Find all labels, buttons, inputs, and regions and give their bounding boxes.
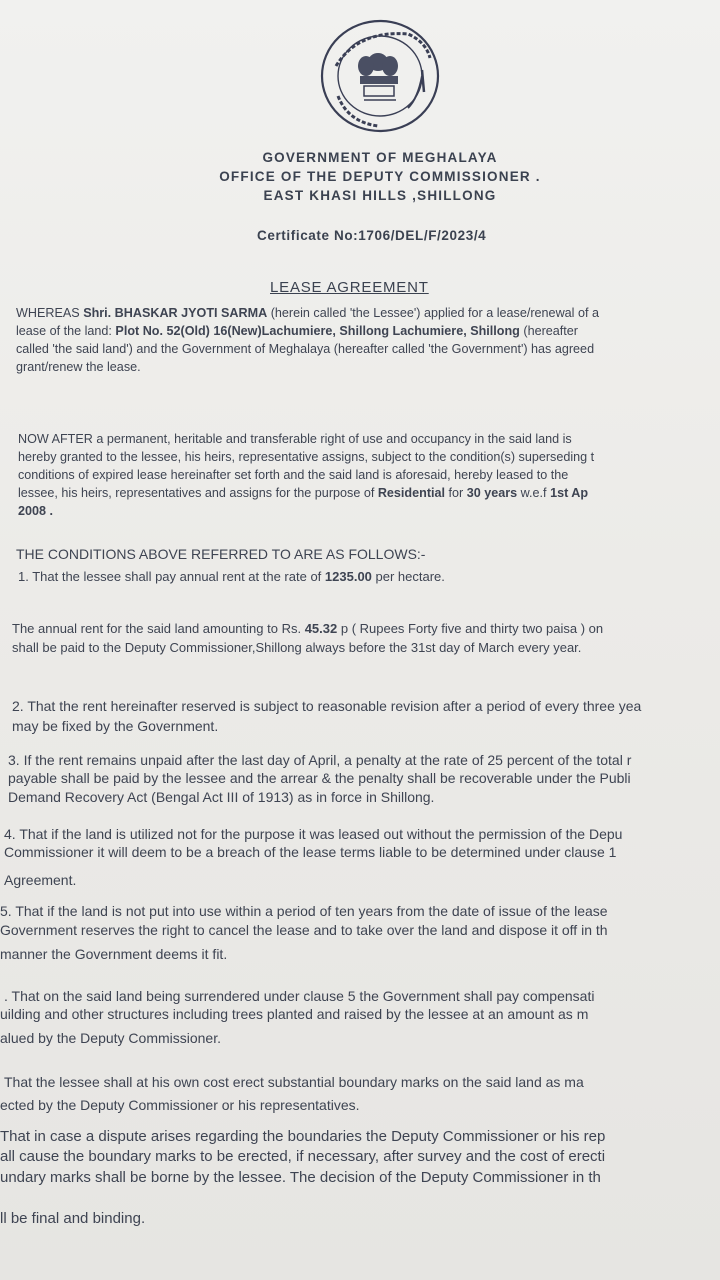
deputy-commissioner-seal-icon [318, 18, 442, 136]
condition-4-line-3: Agreement. [4, 872, 77, 888]
now-after-line-2: hereby granted to the lessee, his heirs, representative assigns, subject to the condition(s) superseding t [18, 450, 595, 464]
condition-5-line-2: Government reserves the right to cancel the lease and to take over the land and dispose it off in th [0, 922, 608, 938]
condition-6-line-1: . That on the said land being surrendered under clause 5 the Government shall pay compensati [4, 988, 595, 1004]
whereas-line-2: lease of the land: Plot No. 52(Old) 16(New)Lachumiere, Shillong Lachumiere, Shillong (hereafter [16, 324, 578, 338]
condition-7-line-2: ected by the Deputy Commissioner or his representatives. [0, 1097, 360, 1113]
certificate-number: Certificate No:1706/DEL/F/2023/4 [257, 228, 487, 243]
condition-8-line-2: all cause the boundary marks to be erected, if necessary, after survey and the cost of erecti [0, 1148, 606, 1165]
now-after-line-3: conditions of expired lease hereinafter set forth and the said land is aforesaid, hereby leased to the [18, 468, 569, 482]
condition-4-line-2: Commissioner it will deem to be a breach of the lease terms liable to be determined under clause 1 [4, 844, 617, 860]
now-after-line-1: NOW AFTER a permanent, heritable and transferable right of use and occupancy in the said land is [18, 432, 572, 446]
annual-rent-line-1: The annual rent for the said land amounting to Rs. 45.32 p ( Rupees Forty five and thirty two paisa ) on [12, 621, 604, 636]
condition-3-line-3: Demand Recovery Act (Bengal Act III of 1913) as in force in Shillong. [8, 789, 435, 805]
now-after-line-4: lessee, his heirs, representatives and assigns for the purpose of Residential for 30 years w.e.f 1st Ap [18, 486, 589, 500]
condition-3-line-2: payable shall be paid by the lessee and the arrear & the penalty shall be recoverable under the Publi [8, 770, 631, 786]
condition-2-line-1: 2. That the rent hereinafter reserved is subject to reasonable revision after a period of every three yea [12, 698, 642, 714]
conditions-heading: THE CONDITIONS ABOVE REFERRED TO ARE AS FOLLOWS:- [16, 546, 426, 562]
condition-3-line-1: 3. If the rent remains unpaid after the last day of April, a penalty at the rate of 25 percent of the total r [8, 752, 632, 768]
condition-8-line-4: ll be final and binding. [0, 1210, 146, 1227]
condition-1: 1. That the lessee shall pay annual rent at the rate of 1235.00 per hectare. [18, 569, 445, 584]
government-heading: GOVERNMENT OF MEGHALAYA [262, 150, 498, 165]
district-heading: EAST KHASI HILLS ,SHILLONG [263, 188, 497, 203]
condition-5-line-1: 5. That if the land is not put into use within a period of ten years from the date of issue of the lease [0, 903, 608, 919]
now-after-line-5: 2008 . [18, 504, 54, 518]
whereas-line-3: called 'the said land') and the Government of Meghalaya (hereafter called 'the Government') has agreed [16, 342, 595, 356]
condition-6-line-2: uilding and other structures including trees planted and raised by the lessee at an amount as m [0, 1006, 589, 1022]
condition-5-line-3: manner the Government deems it fit. [0, 946, 228, 962]
annual-rent-line-2: shall be paid to the Deputy Commissioner,Shillong always before the 31st day of March every year. [12, 640, 582, 655]
condition-7-line-1: That the lessee shall at his own cost erect substantial boundary marks on the said land as ma [4, 1074, 584, 1090]
condition-8-line-1: That in case a dispute arises regarding the boundaries the Deputy Commissioner or his rep [0, 1128, 606, 1145]
condition-4-line-1: 4. That if the land is utilized not for the purpose it was leased out without the permission of the Depu [4, 826, 623, 842]
whereas-line-4: grant/renew the lease. [16, 360, 141, 374]
page-title: LEASE AGREEMENT [270, 279, 429, 296]
condition-2-line-2: may be fixed by the Government. [12, 718, 219, 734]
condition-8-line-3: undary marks shall be borne by the lessee. The decision of the Deputy Commissioner in th [0, 1169, 601, 1186]
condition-6-line-3: alued by the Deputy Commissioner. [0, 1030, 221, 1046]
office-heading: OFFICE OF THE DEPUTY COMMISSIONER . [219, 169, 541, 184]
whereas-line-1: WHEREAS Shri. BHASKAR JYOTI SARMA (herein called 'the Lessee') applied for a lease/renewal of a [16, 306, 599, 320]
